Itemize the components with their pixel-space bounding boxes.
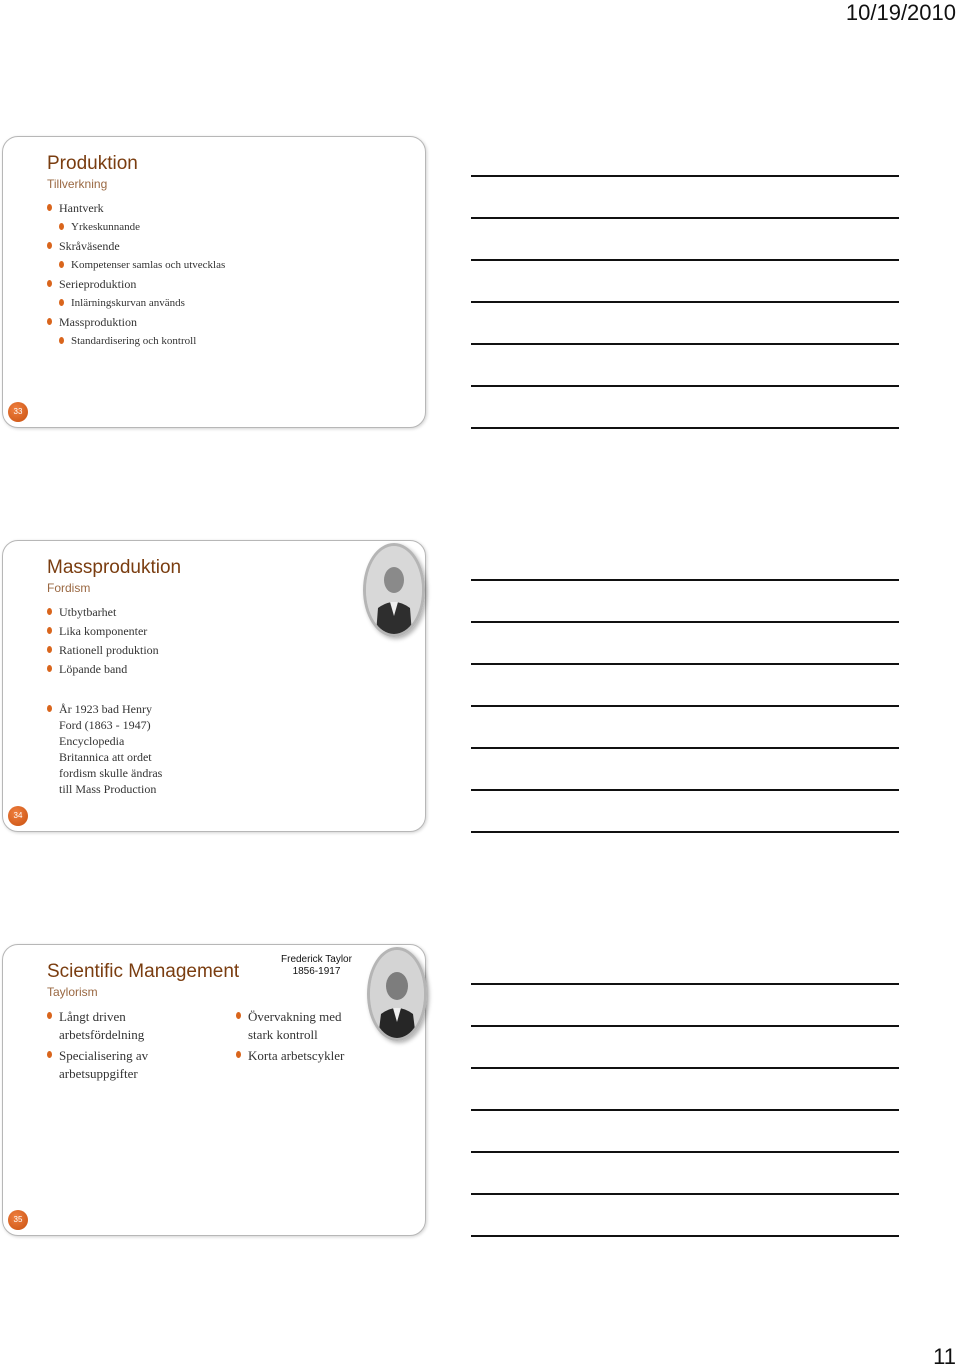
- slide-34: [2, 540, 426, 832]
- sub-bullet-item: Yrkeskunnande: [47, 219, 225, 235]
- bullet-item: Hantverk: [47, 200, 225, 216]
- notes-line: [471, 1235, 899, 1237]
- sub-bullet-item: Inlärningskurvan används: [47, 295, 225, 311]
- paragraph-bullet: [47, 698, 162, 797]
- bullet-item: [47, 701, 162, 797]
- notes-line: [471, 1151, 899, 1153]
- slide-number-badge: 34: [8, 806, 28, 826]
- notes-line: [471, 1067, 899, 1069]
- bullet-item: Löpande band: [47, 661, 159, 677]
- paragraph-line: Encyclopedia: [59, 734, 125, 748]
- bullet-item: Serieproduktion: [47, 276, 225, 292]
- notes-line: [471, 831, 899, 833]
- slide-number-badge: 33: [8, 402, 28, 422]
- slide-35: [2, 944, 426, 1236]
- paragraph-line: till Mass Production: [59, 782, 157, 796]
- bullet-line: Specialisering av: [59, 1048, 149, 1063]
- bullet-line: Långt driven: [59, 1009, 126, 1024]
- notes-line: [471, 789, 899, 791]
- notes-line: [471, 579, 899, 581]
- notes-line: [471, 705, 899, 707]
- notes-line: [471, 983, 899, 985]
- bullet-item: Utbytbarhet: [47, 604, 159, 620]
- bullet-list: [47, 601, 159, 677]
- right-bullet-list: [236, 1005, 386, 1065]
- bullet-item: Massproduktion: [47, 314, 225, 330]
- notes-line: [471, 747, 899, 749]
- bullet-line: Korta arbetscykler: [248, 1048, 345, 1063]
- sub-bullet-item: Standardisering och kontroll: [47, 333, 225, 349]
- portrait-caption-name: Frederick Taylor: [281, 954, 352, 965]
- bullet-list: [47, 197, 225, 349]
- bullet-item: [47, 1047, 217, 1083]
- bullet-item: Skråväsende: [47, 238, 225, 254]
- notes-line: [471, 427, 899, 429]
- page-number: 11: [933, 1344, 956, 1369]
- paragraph-line: År 1923 bad Henry: [59, 702, 152, 716]
- left-bullet-list: [47, 1005, 217, 1083]
- bullet-line: stark kontroll: [248, 1027, 318, 1042]
- notes-line: [471, 343, 899, 345]
- notes-line: [471, 663, 899, 665]
- henry-ford-portrait: [363, 543, 425, 637]
- paragraph-line: Ford (1863 - 1947): [59, 718, 151, 732]
- slide-title: Produktion: [47, 153, 138, 174]
- sub-bullet-item: Kompetenser samlas och utvecklas: [47, 257, 225, 273]
- bullet-line: arbetsfördelning: [59, 1027, 145, 1042]
- portrait-caption: [281, 954, 352, 978]
- slide-33: [2, 136, 426, 428]
- bullet-item: Rationell produktion: [47, 642, 159, 658]
- notes-line: [471, 217, 899, 219]
- notes-line: [471, 1109, 899, 1111]
- bullet-item: [236, 1008, 386, 1044]
- paragraph-line: Britannica att ordet: [59, 750, 152, 764]
- slide-title: Massproduktion: [47, 557, 182, 578]
- bullet-item: [47, 1008, 217, 1044]
- bullet-item: Lika komponenter: [47, 623, 159, 639]
- slide-subtitle: Taylorism: [47, 985, 98, 999]
- header-date: 10/19/2010: [845, 0, 956, 25]
- notes-line: [471, 175, 899, 177]
- slide-number-badge: 35: [8, 1210, 28, 1230]
- bullet-line: arbetsuppgifter: [59, 1066, 138, 1081]
- portrait-caption-years: 1856-1917: [292, 966, 341, 977]
- notes-line: [471, 1025, 899, 1027]
- paragraph-line: fordism skulle ändras: [59, 766, 163, 780]
- bullet-line: Övervakning med: [248, 1009, 342, 1024]
- bullet-item: [236, 1047, 386, 1065]
- slide-subtitle: Fordism: [47, 581, 91, 595]
- slide-subtitle: Tillverkning: [47, 177, 108, 191]
- slide-title: Scientific Management: [47, 961, 240, 982]
- notes-line: [471, 385, 899, 387]
- notes-line: [471, 621, 899, 623]
- notes-line: [471, 1193, 899, 1195]
- notes-line: [471, 301, 899, 303]
- notes-line: [471, 259, 899, 261]
- portrait-image: [366, 546, 422, 634]
